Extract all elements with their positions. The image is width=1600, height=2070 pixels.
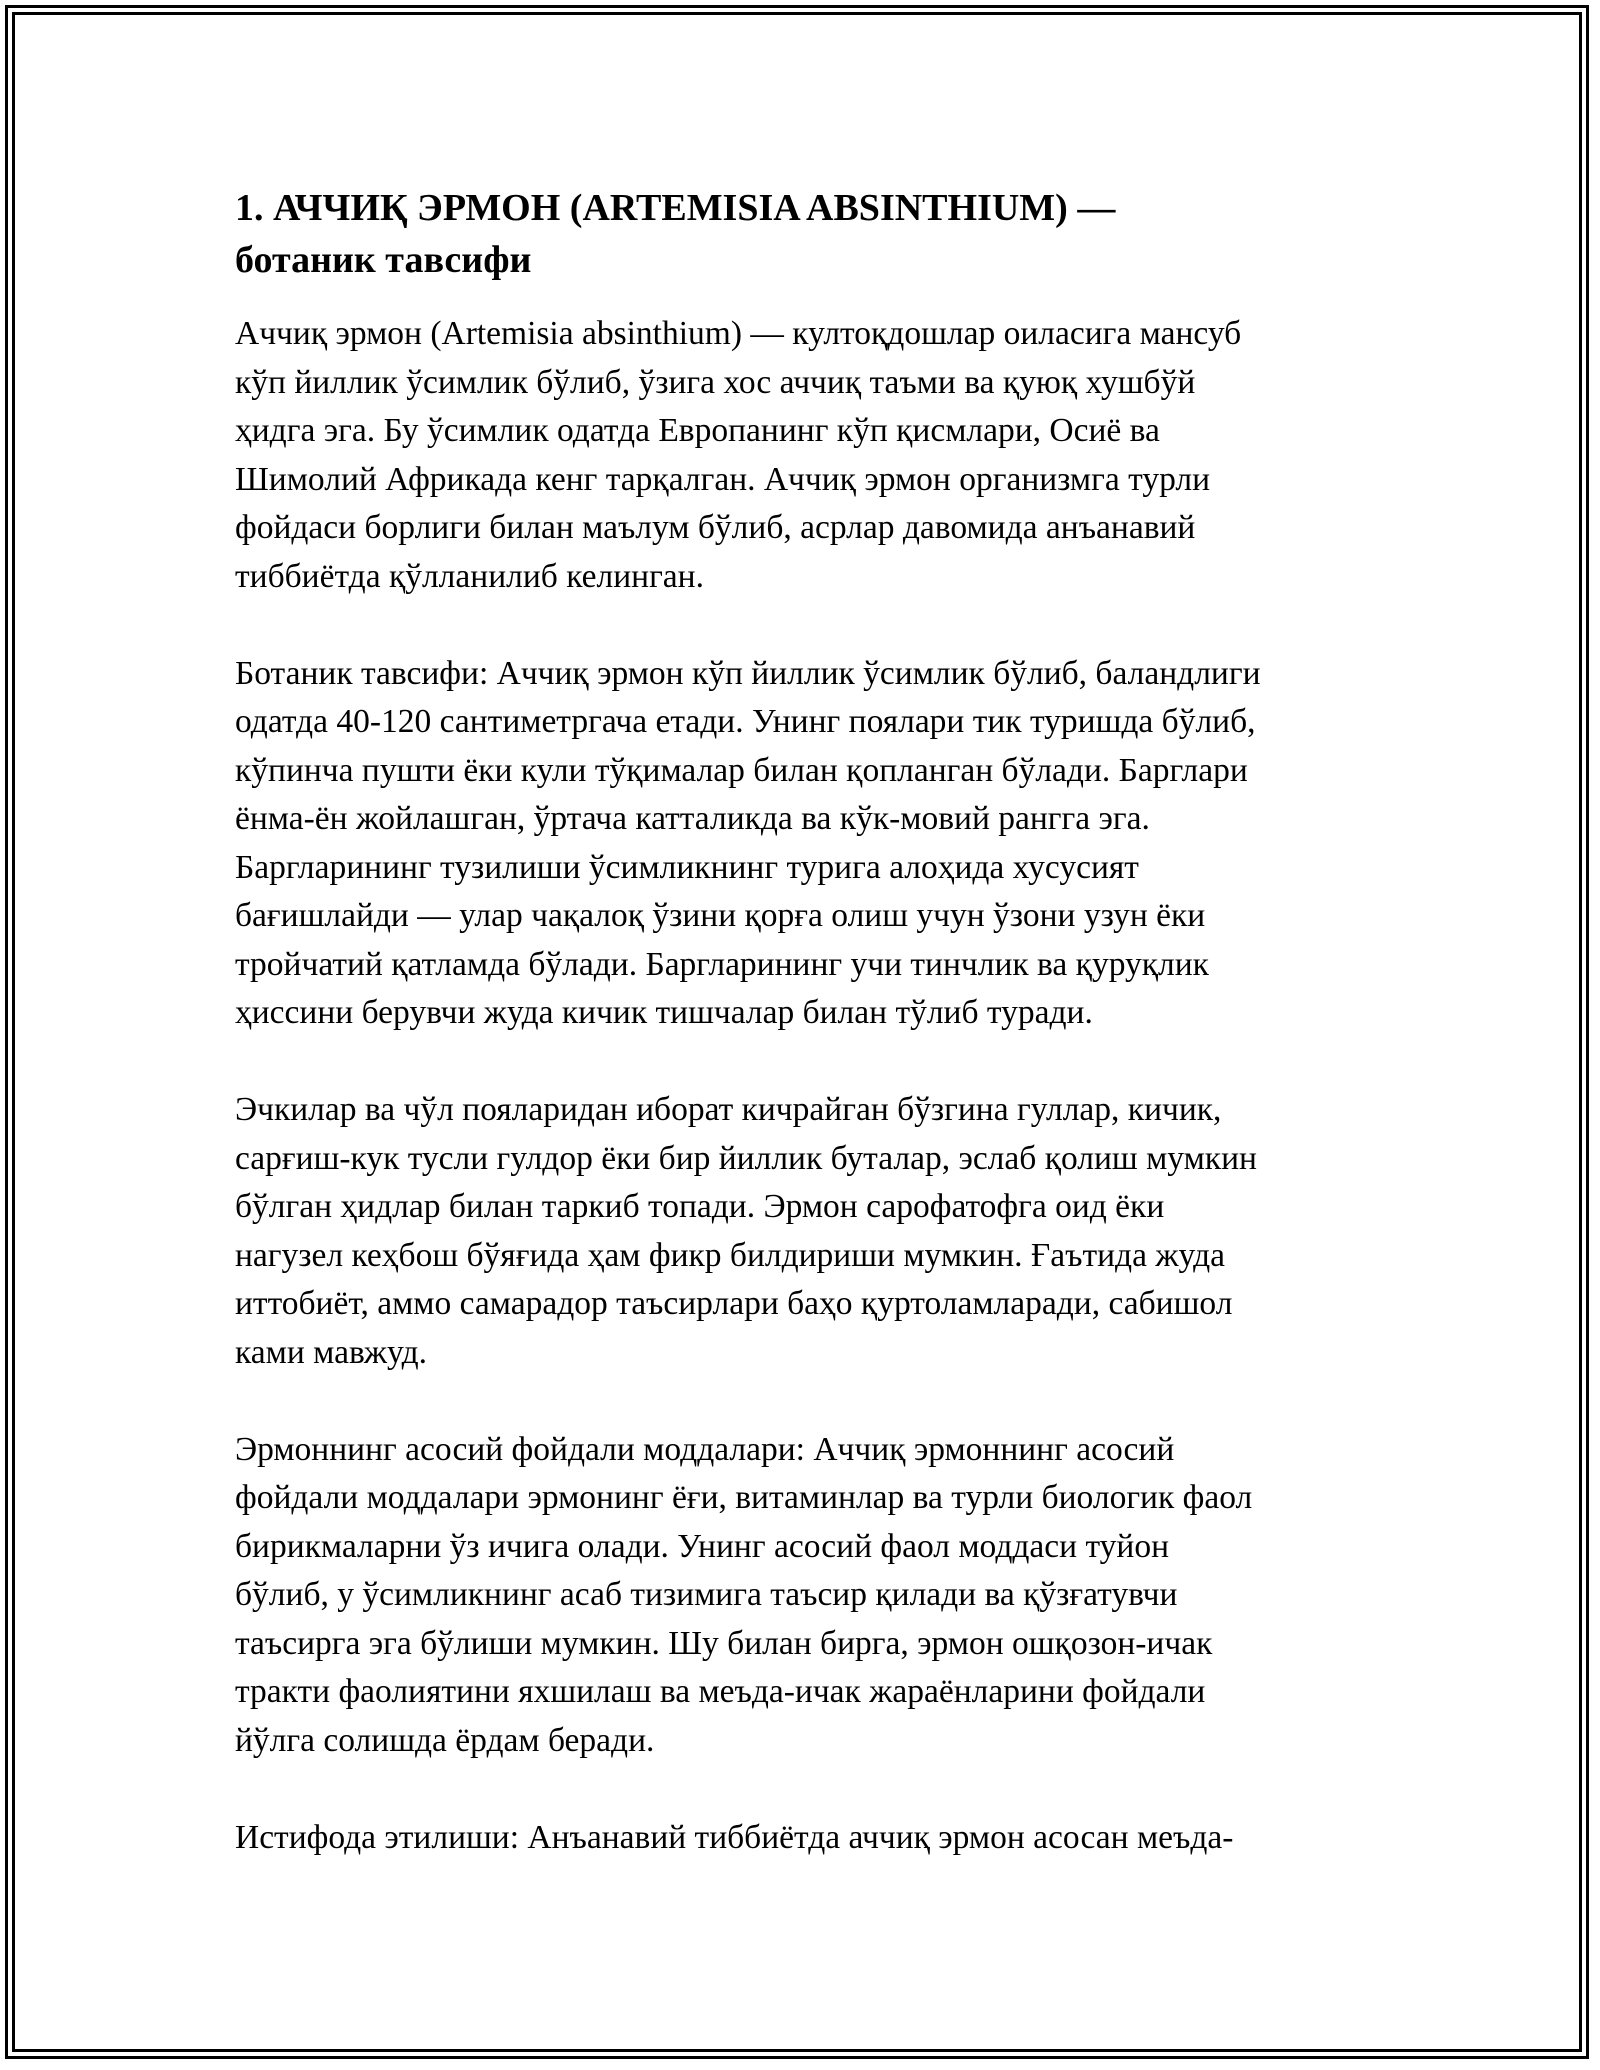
text-line: ками мавжуд. (235, 1333, 428, 1371)
text-line: таъсирга эга бўлиши мумкин. Шу билан бирга, эрмон ошқозон-ичак (235, 1624, 1213, 1662)
document-heading (235, 182, 1365, 286)
text-line: бўлган ҳидлар билан таркиб топади. Эрмон сарофатофга оид ёки (235, 1188, 1165, 1225)
text-line: одатда 40-120 сантиметргача етади. Унинг поялари тик туришда бўлиб, (235, 703, 1256, 740)
paragraph-usage (235, 1814, 1365, 1863)
text-line: бағишлайди — улар чақалоқ ўзини қорға олиш учун ўзони узун ёки (235, 897, 1206, 934)
text-line: ҳиссини берувчи жуда кичик тишчалар билан тўлиб туради. (235, 994, 1093, 1031)
text-line: бўлиб, у ўсимликнинг асаб тизимига таъсир қилади ва қўзғатувчи (235, 1576, 1178, 1613)
paragraph-active-substances (235, 1426, 1365, 1766)
text-line: нагузел кеҳбош бўяғида ҳам фикр билдириши мумкин. Ғаътида жуда (235, 1236, 1226, 1274)
document-body (235, 182, 1365, 1911)
text-line: фойдали моддалари эрмонинг ёғи, витаминлар ва турли биологик фаол (235, 1479, 1253, 1516)
text-line: сарғиш-кук тусли гулдор ёки бир йиллик буталар, эслаб қолиш мумкин (235, 1139, 1257, 1177)
heading-line: 1. АЧЧИҚ ЭРМОН (ARTEMISIA ABSINTHIUM) — (235, 187, 1116, 229)
paragraph-flowers (235, 1086, 1365, 1377)
text-line: Эчкилар ва чўл пояларидан иборат кичрайган бўзгина гуллар, кичик, (235, 1091, 1222, 1128)
text-line: Истифода этилиши: Анъанавий тиббиётда аччиқ эрмон асосан меъда- (235, 1818, 1234, 1856)
text-line: йўлга солишда ёрдам беради. (235, 1721, 655, 1759)
text-line: Баргларининг тузилиши ўсимликнинг турига алоҳида хусусият (235, 848, 1139, 886)
text-line: фойдаси борлиги билан маълум бўлиб, асрлар давомида анъанавий (235, 509, 1196, 546)
text-line: кўпинча пушти ёки кули тўқималар билан қопланган бўлади. Барглари (235, 751, 1248, 789)
text-line: тракти фаолиятини яхшилаш ва меъда-ичак жараёнларини фойдали (235, 1673, 1206, 1710)
heading-line: ботаник тавсифи (235, 239, 532, 281)
text-line: Ботаник тавсифи: Аччиқ эрмон кўп йиллик ўсимлик бўлиб, баландлиги (235, 654, 1261, 692)
text-line: Эрмоннинг асосий фойдали моддалари: Аччиқ эрмоннинг асосий (235, 1430, 1175, 1468)
text-line: тиббиётда қўлланилиб келинган. (235, 557, 704, 595)
text-line: бирикмаларни ўз ичига олади. Унинг асосий фаол моддаси туйон (235, 1527, 1170, 1565)
text-line: Шимолий Африкада кенг тарқалган. Аччиқ эрмон организмга турли (235, 460, 1211, 498)
paragraph-botanical-description (235, 650, 1365, 1038)
text-line: кўп йиллик ўсимлик бўлиб, ўзига хос аччиқ таъми ва қуюқ хушбўй (235, 363, 1196, 401)
text-line: ёнма-ён жойлашган, ўртача катталикда ва кўк-мовий рангга эга. (235, 800, 1150, 837)
paragraph-intro (235, 310, 1365, 601)
text-line: иттобиёт, аммо самарадор таъсирлари баҳо қуртоламларади, сабишол (235, 1285, 1233, 1322)
text-line: Аччиқ эрмон (Artemisia absinthium) — култоқдошлар оиласига мансуб (235, 315, 1242, 352)
text-line: тройчатий қатламда бўлади. Баргларининг учи тинчлик ва қуруқлик (235, 945, 1209, 983)
text-line: ҳидга эга. Бу ўсимлик одатда Европанинг кўп қисмлари, Осиё ва (235, 412, 1160, 449)
